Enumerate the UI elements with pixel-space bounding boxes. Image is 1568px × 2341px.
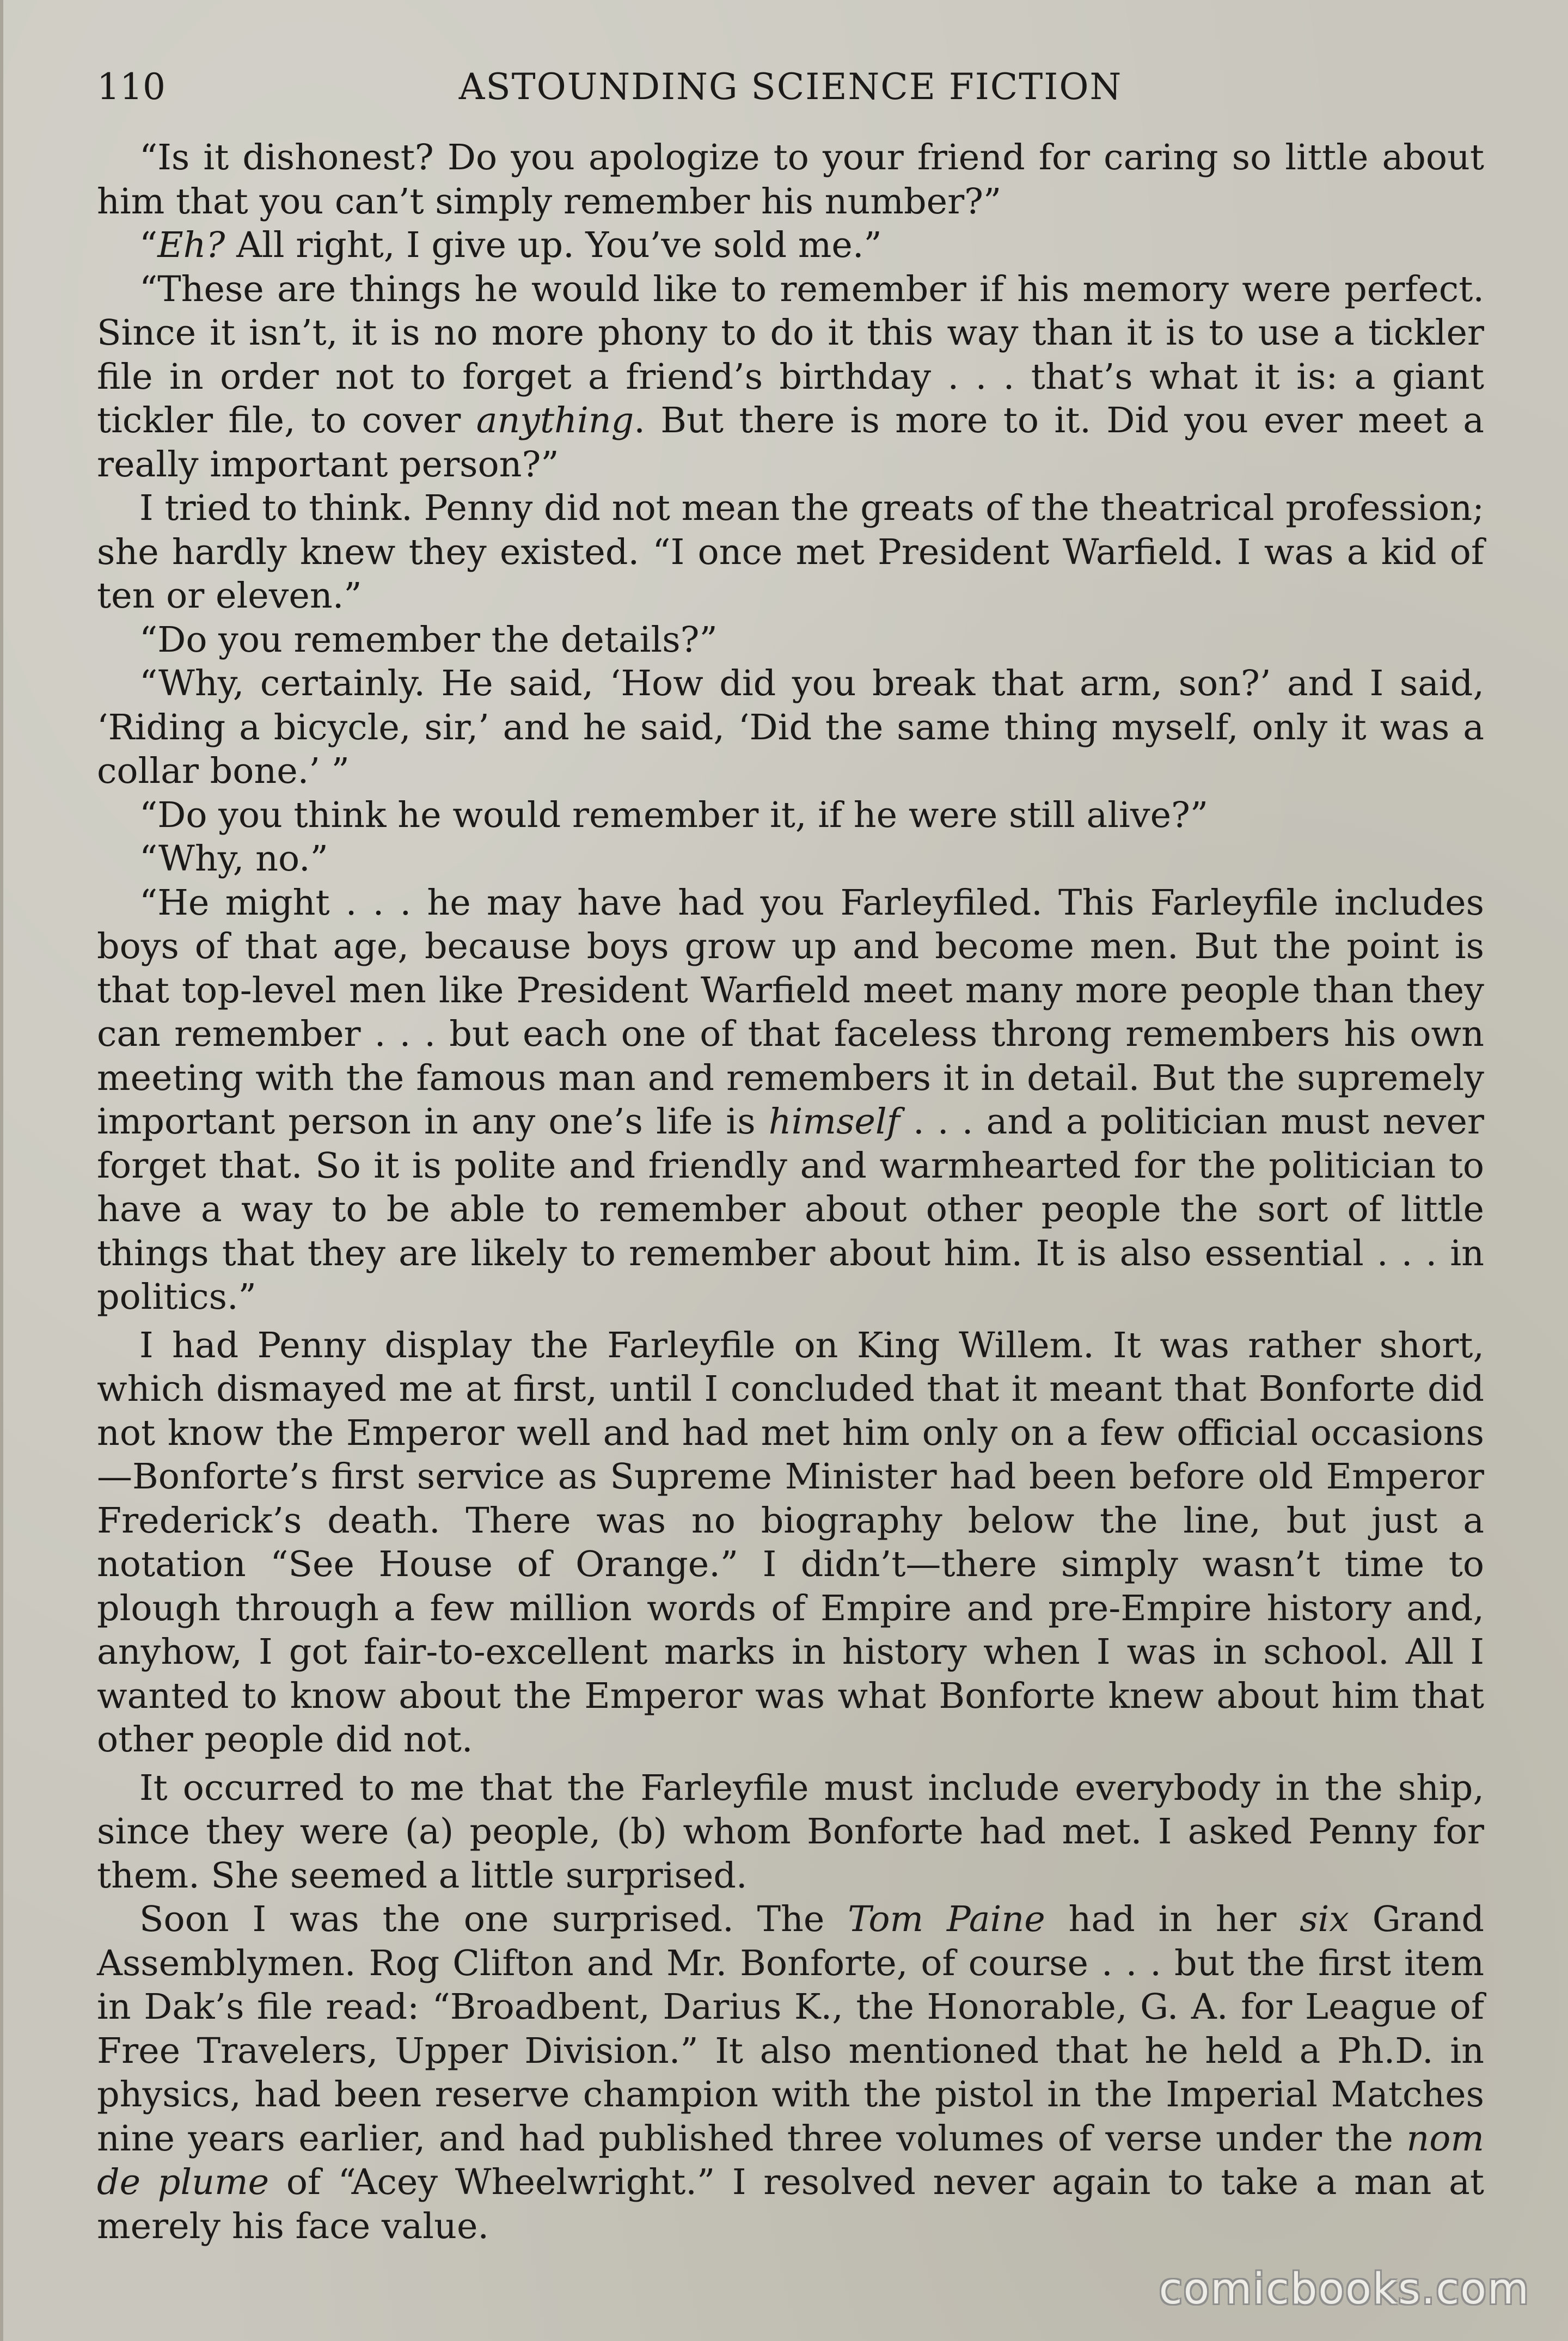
text-run: All right, I give up. You’ve sold me.” [225, 225, 882, 266]
text-run: . But there is more to it. Did you ever meet a really important person?” [97, 400, 1485, 485]
text-run: “Do you remember the details?” [139, 619, 718, 660]
text-run: Soon I was the one surprised. The [139, 1899, 848, 1940]
italic-text: six [1300, 1899, 1349, 1940]
text-run: “These are things he would like to remember if his memory were perfect. Since it isn’t, it is no more phony to do it this way than it is to use a tickler file in order not to forget a friend’s birthday . . . that’s what it is: a giant tickler file, to cover [97, 268, 1484, 441]
paragraph [97, 268, 1484, 487]
page-number: 110 [97, 66, 166, 108]
text-run: “Why, certainly. He said, ‘How did you break that arm, son?’ and I said, ‘Riding a bicycle, sir,’ and he said, ‘Did the same thing myself, only it was a collar bone.’ ” [97, 663, 1484, 792]
text-run: “Do you think he would remember it, if he were still alive?” [139, 794, 1209, 836]
italic-text: Tom Paine [848, 1899, 1045, 1940]
page-header [97, 61, 1484, 113]
paragraph [97, 1767, 1484, 1898]
text-run: . . . and a politician must never forget that. So it is polite and friendly and warmhearted for the politician to have a way to be able to remember about other people the sort of little things that they are likely to remember about him. It is also essential . . . in politics.” [97, 1101, 1484, 1317]
paragraph [97, 618, 1484, 663]
paragraph [97, 224, 1484, 268]
paragraph [97, 881, 1484, 1320]
italic-text: anything [476, 400, 634, 441]
paragraph [97, 1898, 1484, 2248]
text-run: “He might . . . he may have had you Farleyfiled. This Farleyfile includes boys of that age, because boys grow up and become men. But the point is that top-level men like President Warfield meet many more people than they can remember . . . but each one of that faceless throng remembers his own meeting with the famous man and remembers it in detail. But the supremely important person in any one’s life is [97, 882, 1484, 1142]
italic-text: Eh? [157, 225, 225, 266]
body-text [97, 136, 1484, 2248]
running-head: ASTOUNDING SCIENCE FICTION [458, 66, 1123, 108]
text-run: “ [139, 225, 158, 266]
text-run: I tried to think. Penny did not mean the greats of the theatrical profession; she hardly knew they existed. “I once met President Warfield. I was a kid of ten or eleven.” [97, 488, 1484, 616]
text-run: of “Acey Wheelwright.” I resolved never again to take a man at merely his face value. [97, 2162, 1484, 2247]
text-run: “Why, no.” [139, 838, 328, 879]
text-run: “Is it dishonest? Do you apologize to your friend for caring so little about him that you can’t simply remember his number?” [97, 137, 1484, 222]
italic-text: himself [768, 1101, 900, 1142]
paragraph [97, 1324, 1484, 1762]
paragraph [97, 837, 1484, 881]
paragraph [97, 487, 1484, 618]
paragraph [97, 136, 1484, 224]
text-run: I had Penny display the Farleyfile on King Willem. It was rather short, which dismayed me at first, until I concluded that it meant that Bonforte did not know the Emperor well and had met him only on a few official occasions —Bonforte’s first service as Supreme Minister had been before old Emperor Frederick’s death. There was no biography below the line, but just a notation “See House of Orange.” I didn’t—there simply wasn’t time to plough through a few million words of Empire and pre-Empire history and, anyhow, I got fair-to-excellent marks in history when I was in school. All I wanted to know about the Emperor was what Bonforte knew about him that other people did not. [97, 1325, 1484, 1760]
watermark: comicbooks.com [1159, 2265, 1530, 2314]
text-run: It occurred to me that the Farleyfile must include everybody in the ship, since they were (a) people, (b) whom Bonforte had met. I asked Penny for them. She seemed a little surprised. [97, 1767, 1484, 1896]
italic-text: nom de plume [97, 2118, 1484, 2203]
paragraph [97, 794, 1484, 838]
text-run: Grand Assemblymen. Rog Clifton and Mr. Bonforte, of course . . . but the first item in Dak’s file read: “Broadbent, Darius K., the Honorable, G. A. for League of Free Travelers, Upper Division.” It also mentioned that he held a Ph.D. in physics, had been reserve champion with the pistol in the Imperial Matches nine years earlier, and had published three volumes of verse under the [97, 1899, 1484, 2159]
text-run: had in her [1045, 1899, 1300, 1940]
paragraph [97, 662, 1484, 794]
